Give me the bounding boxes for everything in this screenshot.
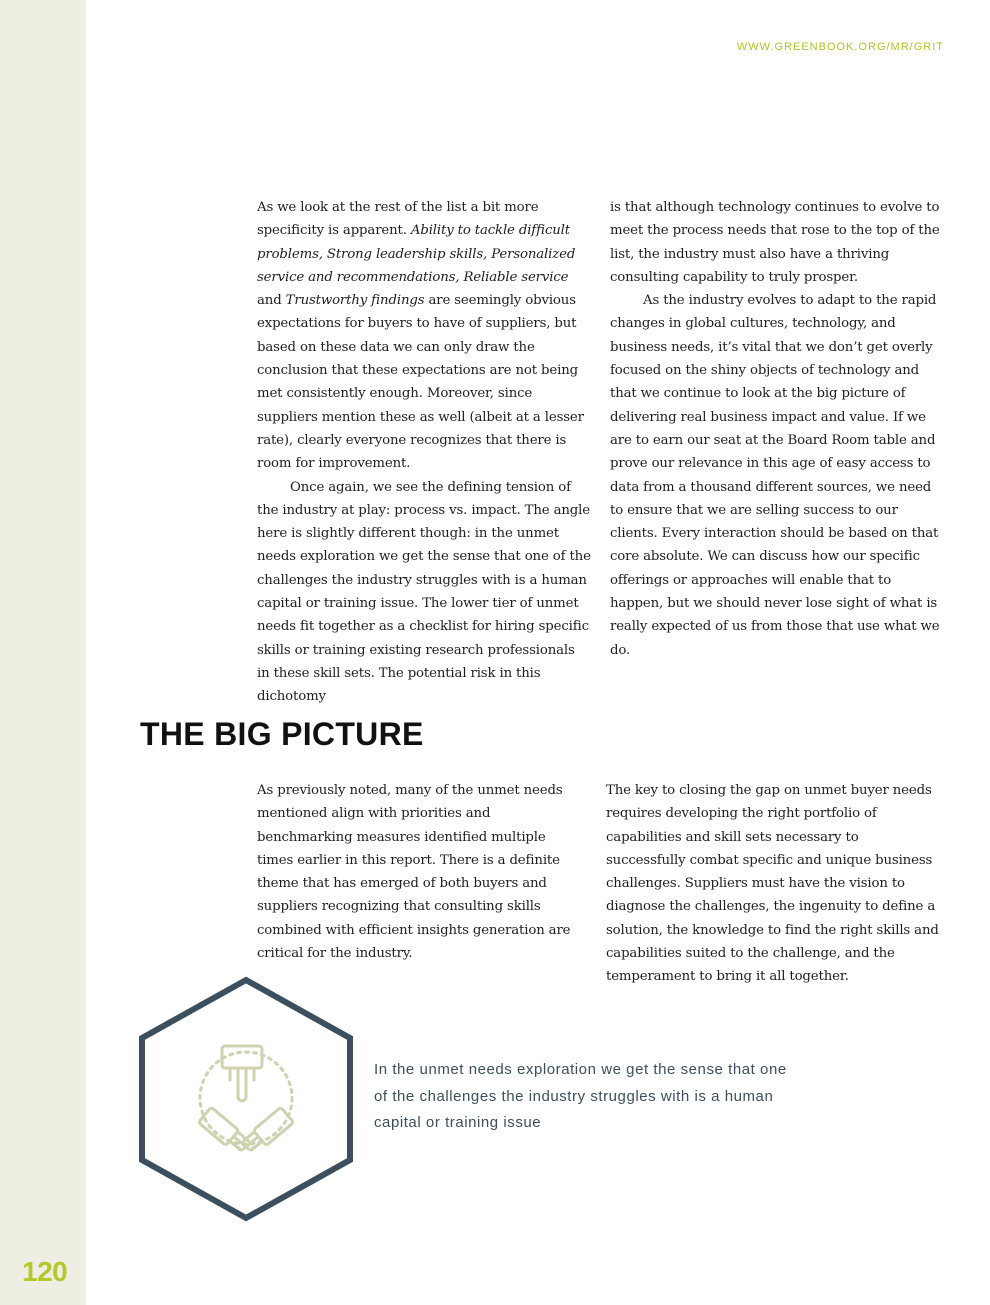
hexagon-badge xyxy=(138,976,354,1222)
section-heading: THE BIG PICTURE xyxy=(140,716,424,752)
paragraph: As we look at the rest of the list a bit more specificity is apparent. Ability to tackle difficult problems, Strong leadership skills, Personalized service and recommendations, Reliable service and Trustworthy findings are seemingly obvious expectations for buyers to have of suppliers, but based on these data we can only draw the conclusion that these expectations are not being met consistently enough. Moreover, since suppliers mention these as well (albeit at a lesser rate), clearly everyone recognizes that there is room for improvement. xyxy=(257,200,584,472)
paragraph: As previously noted, many of the unmet needs mentioned align with priorities and benchmarking measures identified multiple times earlier in this report. There is a definite theme that has emerged of both buyers and suppliers recognizing that consulting skills combined with efficient insights generation are critical for the industry. xyxy=(257,783,571,962)
section2-column-left xyxy=(257,779,577,965)
header-url: WWW.GREENBOOK.ORG/MR/GRIT xyxy=(736,41,944,53)
page-number: 120 xyxy=(22,1256,68,1287)
section1-column-right xyxy=(610,196,948,662)
pull-quote: In the unmet needs exploration we get the sense that one of the challenges the industry struggles with is a human capital or training issue xyxy=(374,1061,787,1131)
paragraph: Once again, we see the defining tension of the industry at play: process vs. impact. The angle here is slightly different though: in the unmet needs exploration we get the sense that one of the challenges the industry struggles with is a human capital or training issue. The lower tier of unmet needs fit together as a checklist for hiring specific skills or training existing research professionals in these skill sets. The potential risk in this dichotomy xyxy=(257,479,591,705)
paragraph: The key to closing the gap on unmet buyer needs requires developing the right portfolio of capabilities and skill sets necessary to successfully combat specific and unique business challenges. Suppliers must have the vision to diagnose the challenges, the ingenuity to define a solution, the knowledge to find the right skills and capabilities suited to the challenge, and the temperament to bring it all together. xyxy=(606,783,939,985)
paragraph: As the industry evolves to adapt to the rapid changes in global cultures, technology, and business needs, it’s vital that we don’t get overly focused on the shiny objects of technology and that we continue to look at the big picture of delivering real business impact and value. If we are to earn our seat at the Board Room table and prove our relevance in this age of easy access to data from a thousand different sources, we need to ensure that we are selling success to our clients. Every interaction should be based on that core absolute. We can discuss how our specific offerings or approaches will enable that to happen, but we should never lose sight of what is really expected of us from those that use what we do. xyxy=(610,293,940,658)
pointing-hands-icon xyxy=(198,1046,293,1160)
section1-column-left xyxy=(257,196,591,709)
paragraph: is that although technology continues to evolve to meet the process needs that rose to the top of the list, the industry must also have a thriving consulting capability to truly prosper. xyxy=(610,200,940,285)
section2-column-right xyxy=(606,779,940,989)
left-margin-band xyxy=(0,0,86,1305)
